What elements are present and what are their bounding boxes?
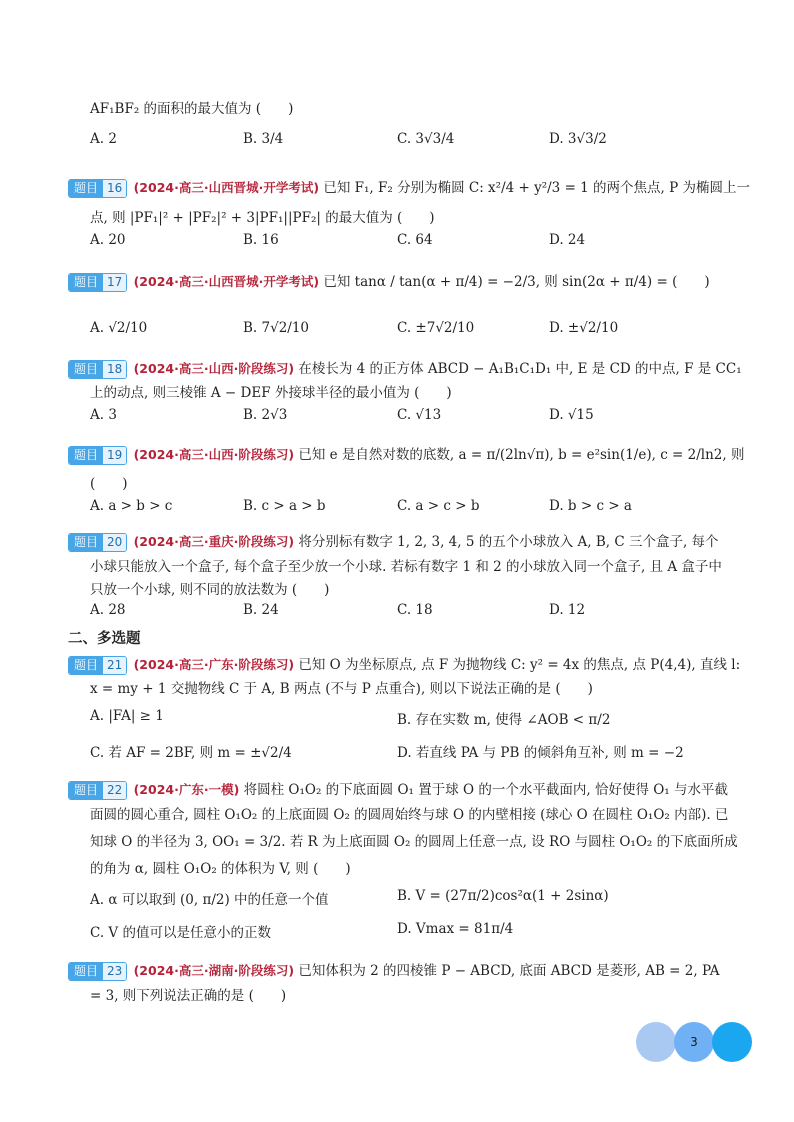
q21-source: (2024·高三·广东·阶段练习) [133,657,295,672]
q17-option-a[interactable]: A. √2/10 [90,320,148,336]
q23-badge-number: 23 [103,963,126,980]
q21-option-b[interactable]: B. 存在实数 m, 使得 ∠AOB < π/2 [397,712,611,728]
q16-option-c[interactable]: C. 64 [397,232,433,248]
q17-option-b[interactable]: B. 7√2/10 [243,320,310,336]
q23-badge [68,962,127,981]
q17-badge [68,273,127,292]
q22-line4: 的角为 α, 圆柱 O₁O₂ 的体积为 V, 则 ( ) [90,861,351,877]
q22-line3: 知球 O 的半径为 3, OO₁ = 3/2. 若 R 为上底面圆 O₂ 的圆周上任意一点, 设 RO 与圆柱 O₁O₂ 的下底面所成 [90,834,738,850]
page-number: 3 [690,1035,698,1049]
q21-badge-label: 题目 [69,657,103,674]
q16-line1: 已知 F₁, F₂ 分别为椭圆 C: x²/4 + y²/3 = 1 的两个焦点, P 为椭圆上一 [323,180,751,196]
q19-line2: ( ) [90,476,128,492]
q22-option-c[interactable]: C. V 的值可以是任意小的正数 [90,925,271,941]
q18-options [90,407,730,427]
q16-option-b[interactable]: B. 16 [243,232,279,248]
q18-line2: 上的动点, 则三棱锥 A − DEF 外接球半径的最小值为 ( ) [90,385,452,401]
q19-option-c[interactable]: C. a > c > b [397,498,480,514]
q18-source: (2024·高三·山西·阶段练习) [133,361,295,376]
q15-options [90,131,730,151]
q18-option-d[interactable]: D. √15 [549,407,594,423]
q22-line2: 面圆的圆心重合, 圆柱 O₁O₂ 的上底面圆 O₂ 的圆周始终与球 O 的内壁相接 (球心 O 在圆柱 O₁O₂ 内部). 已 [90,807,729,823]
q16-badge [68,179,127,198]
q19-badge [68,446,127,465]
q21-option-c[interactable]: C. 若 AF = 2BF, 则 m = ±√2/4 [90,745,292,761]
q20-option-b[interactable]: B. 24 [243,602,279,618]
q16-option-d[interactable]: D. 24 [549,232,586,248]
q21-badge [68,656,127,675]
q18-badge-number: 18 [103,361,126,378]
q19-option-b[interactable]: B. c > a > b [243,498,326,514]
q23-line2: = 3, 则下列说法正确的是 ( ) [90,988,287,1004]
q21-option-a[interactable]: A. |FA| ≥ 1 [90,708,164,724]
q21-line1: 已知 O 为坐标原点, 点 F 为抛物线 C: y² = 4x 的焦点, 点 P(4,4), 直线 l: [298,657,741,673]
q19-option-a[interactable]: A. a > b > c [90,498,173,514]
q22-badge [68,781,127,800]
q18-badge [68,360,127,379]
q18-option-a[interactable]: A. 3 [90,407,117,423]
q15-option-d[interactable]: D. 3√3/2 [549,131,607,147]
q20-line3: 只放一个小球, 则不同的放法数为 ( ) [90,582,330,598]
q21-line2: x = my + 1 交抛物线 C 于 A, B 两点 (不与 P 点重合), 则以下说法正确的是 ( ) [90,681,593,697]
q20-line2: 小球只能放入一个盒子, 每个盒子至少放一个小球. 若标有数字 1 和 2 的小球放入同一个盒子, 且 A 盒子中 [90,559,722,575]
q19-option-d[interactable]: D. b > c > a [549,498,632,514]
q22-header [68,778,728,800]
q15-option-a[interactable]: A. 2 [90,131,117,147]
q19-options [90,498,730,518]
q22-option-b[interactable]: B. V = (27π/2)cos²α(1 + 2sinα) [397,888,609,904]
q17-option-d[interactable]: D. ±√2/10 [549,320,619,336]
q22-line1: 将圆柱 O₁O₂ 的下底面圆 O₁ 置于球 O 的一个水平截面内, 恰好使得 O₁ 与水平截 [243,782,729,798]
q16-options [90,232,730,252]
q19-header [68,443,744,465]
q22-badge-number: 22 [103,782,126,799]
q16-badge-label: 题目 [69,180,103,197]
q20-line1: 将分别标有数字 1, 2, 3, 4, 5 的五个小球放入 A, B, C 三个盒子, 每个 [298,534,719,550]
q21-header [68,653,740,675]
q19-source: (2024·高三·山西·阶段练习) [133,447,295,462]
q17-badge-number: 17 [103,274,126,291]
q16-source: (2024·高三·山西晋城·开学考试) [133,180,320,195]
q17-option-c[interactable]: C. ±7√2/10 [397,320,475,336]
q20-badge-number: 20 [103,534,126,551]
q20-option-c[interactable]: C. 18 [397,602,433,618]
section-title: 二、多选题 [68,631,141,647]
q23-line1: 已知体积为 2 的四棱锥 P − ABCD, 底面 ABCD 是菱形, AB = 2, PA [298,963,720,979]
q18-line1: 在棱长为 4 的正方体 ABCD − A₁B₁C₁D₁ 中, E 是 CD 的中点, F 是 CC₁ [298,361,742,377]
q16-option-a[interactable]: A. 20 [90,232,126,248]
q21-options-row1 [90,708,730,728]
q21-option-d[interactable]: D. 若直线 PA 与 PB 的倾斜角互补, 则 m = −2 [397,745,684,761]
q17-source: (2024·高三·山西晋城·开学考试) [133,274,320,289]
q20-badge [68,533,127,552]
q22-options-row1 [90,888,730,908]
q20-option-d[interactable]: D. 12 [549,602,586,618]
q23-source: (2024·高三·湖南·阶段练习) [133,963,295,978]
q18-header [68,357,742,379]
q20-option-a[interactable]: A. 28 [90,602,126,618]
q18-option-b[interactable]: B. 2√3 [243,407,288,423]
q22-options-row2 [90,921,730,941]
q19-line1: 已知 e 是自然对数的底数, a = π/(2ln√π), b = e²sin(1/e), c = 2/ln2, 则 [298,447,745,463]
q22-source: (2024·广东·一模) [133,782,240,797]
q15-option-c[interactable]: C. 3√3/4 [397,131,455,147]
q22-option-d[interactable]: D. Vmax = 81π/4 [397,921,514,937]
q16-header [68,176,750,198]
q20-header [68,530,719,552]
q19-badge-label: 题目 [69,447,103,464]
q18-option-c[interactable]: C. √13 [397,407,442,423]
q17-badge-label: 题目 [69,274,103,291]
q22-option-a[interactable]: A. α 可以取到 (0, π/2) 中的任意一个值 [90,892,329,908]
q16-line2: 点, 则 |PF₁|² + |PF₂|² + 3|PF₁||PF₂| 的最大值为 ( ) [90,210,435,226]
footer-circle-left [636,1022,676,1062]
q21-options-row2 [90,741,730,761]
q21-badge-number: 21 [103,657,126,674]
q20-source: (2024·高三·重庆·阶段练习) [133,534,295,549]
q19-badge-number: 19 [103,447,126,464]
q16-badge-number: 16 [103,180,126,197]
q18-badge-label: 题目 [69,361,103,378]
footer-circle-right [712,1022,752,1062]
q15-option-b[interactable]: B. 3/4 [243,131,284,147]
q17-line1: 已知 tanα / tan(α + π/4) = −2/3, 则 sin(2α + π/4) = ( ) [323,274,710,290]
q17-header [68,270,710,292]
q15-tail-text: AF₁BF₂ 的面积的最大值为 ( ) [90,101,294,117]
q23-header [68,959,720,981]
q23-badge-label: 题目 [69,963,103,980]
q20-options [90,602,730,622]
q22-badge-label: 题目 [69,782,103,799]
q20-badge-label: 题目 [69,534,103,551]
q17-options [90,320,730,340]
